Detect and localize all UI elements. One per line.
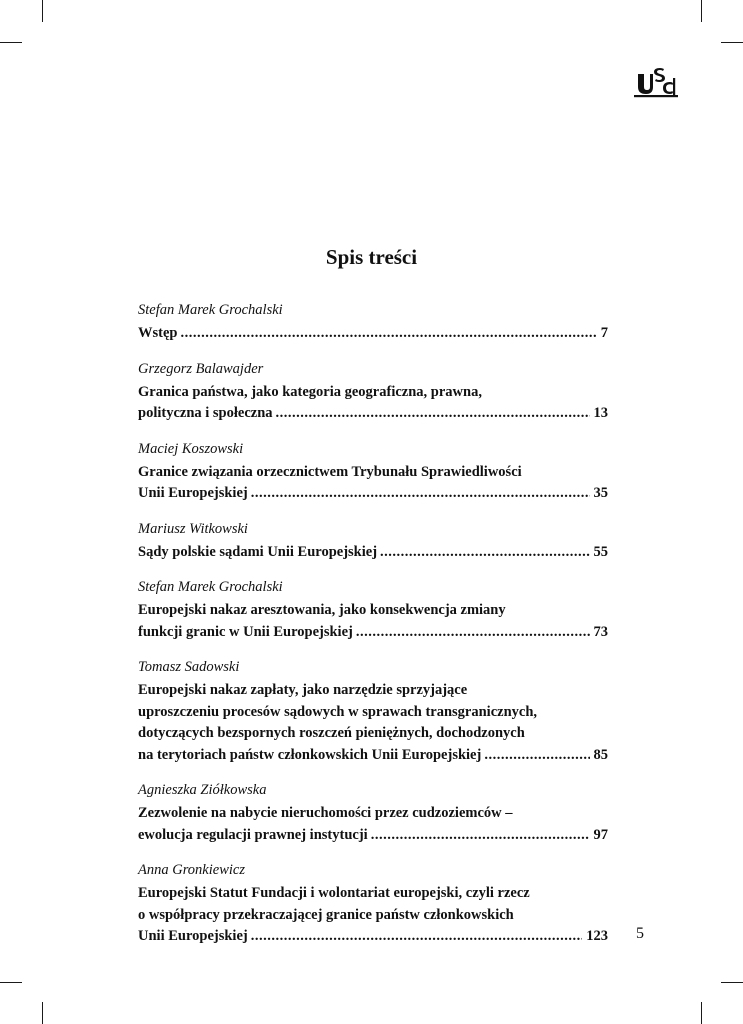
page-title: Spis treści bbox=[325, 245, 418, 269]
toc-title-last-line bbox=[138, 825, 608, 847]
toc-author: Stefan Marek Grochalski bbox=[138, 579, 283, 595]
dot-leader bbox=[380, 542, 589, 564]
toc-author: Mariusz Witkowski bbox=[138, 520, 248, 537]
toc-title-text: Unii Europejskiej bbox=[138, 928, 248, 944]
toc-title-line: Zezwolenie na nabycie nieruchomości przez cudzoziemców – bbox=[138, 805, 513, 821]
toc-title-line: Granice związania orzecznictwem Trybunału Sprawiedliwości bbox=[138, 463, 522, 480]
toc-title-last-line bbox=[138, 323, 608, 345]
toc-author: Maciej Koszowski bbox=[138, 440, 244, 457]
toc-title-last-line bbox=[138, 542, 608, 564]
toc-entry bbox=[138, 518, 608, 564]
toc-author: Agnieszka Ziółkowska bbox=[138, 782, 267, 798]
toc-page-number: 55 bbox=[593, 543, 608, 560]
dot-leader bbox=[356, 622, 590, 644]
toc-author: Anna Gronkiewicz bbox=[138, 862, 245, 878]
toc-title-text: polityczna i społeczna bbox=[138, 405, 273, 421]
toc-title-line: Granica państwa, jako kategoria geograficzna, prawna, bbox=[138, 383, 482, 400]
toc-title-last-line bbox=[138, 926, 608, 948]
crop-mark bbox=[701, 0, 702, 22]
toc-entry bbox=[138, 438, 608, 505]
toc-title-text: Wstęp bbox=[138, 325, 178, 341]
toc-page-number: 13 bbox=[593, 405, 608, 421]
toc-title-text: funkcji granic w Unii Europejskiej bbox=[138, 623, 353, 640]
toc-title-text: Unii Europejskiej bbox=[138, 485, 248, 501]
dot-leader bbox=[180, 323, 596, 345]
toc-title-line: Europejski nakaz zapłaty, jako narzędzie sprzyjające bbox=[138, 682, 468, 698]
toc-title-text: Sądy polskie sądami Unii Europejskiej bbox=[138, 543, 378, 560]
crop-mark bbox=[0, 982, 22, 983]
toc-entry bbox=[138, 779, 608, 846]
toc-title-line: dotyczących bezspornych roszczeń pieniężnych, dochodzonych bbox=[138, 725, 525, 741]
toc-title-line: Europejski Statut Fundacji i wolontariat europejski, czyli rzecz bbox=[138, 885, 530, 901]
toc-entry bbox=[138, 358, 608, 425]
toc-author: Tomasz Sadowski bbox=[138, 659, 240, 675]
toc-title-last-line bbox=[138, 622, 608, 644]
toc-author: Stefan Marek Grochalski bbox=[138, 302, 283, 318]
toc-page-number: 85 bbox=[593, 746, 608, 763]
toc-entry bbox=[138, 576, 608, 643]
toc-author: Grzegorz Balawajder bbox=[138, 360, 264, 377]
crop-mark bbox=[42, 0, 43, 22]
toc-page-number: 7 bbox=[600, 325, 608, 341]
page-number: 5 bbox=[636, 925, 644, 942]
toc-title-last-line bbox=[138, 403, 608, 425]
toc-entry bbox=[138, 299, 608, 345]
crop-mark bbox=[701, 1002, 702, 1024]
usc-logo bbox=[634, 66, 678, 98]
toc-title-line: o współpracy przekraczającej granice państw członkowskich bbox=[138, 906, 514, 923]
dot-leader bbox=[251, 926, 583, 948]
toc-page-number: 123 bbox=[586, 928, 608, 944]
toc-title-text: ewolucja regulacji prawnej instytucji bbox=[138, 826, 368, 843]
toc-page-number: 35 bbox=[593, 485, 608, 501]
crop-mark bbox=[721, 982, 743, 983]
crop-mark bbox=[0, 42, 22, 43]
dot-leader bbox=[371, 825, 590, 847]
dot-leader bbox=[276, 403, 590, 425]
toc-entry bbox=[138, 656, 608, 766]
table-of-contents bbox=[138, 299, 608, 961]
toc-title-last-line bbox=[138, 483, 608, 505]
toc-title-text: na terytoriach państw członkowskich Unii Europejskiej bbox=[138, 746, 482, 763]
crop-mark bbox=[42, 1002, 43, 1024]
crop-mark bbox=[721, 42, 743, 43]
usc-logo-icon bbox=[634, 66, 678, 98]
toc-page-number: 73 bbox=[593, 623, 608, 640]
toc-entry bbox=[138, 859, 608, 948]
toc-page-number: 97 bbox=[593, 826, 608, 843]
toc-title-line: Europejski nakaz aresztowania, jako konsekwencja zmiany bbox=[138, 602, 506, 618]
toc-title-last-line bbox=[138, 745, 608, 767]
dot-leader bbox=[251, 483, 590, 505]
dot-leader bbox=[484, 745, 589, 767]
toc-title-line: uproszczeniu procesów sądowych w sprawach transgranicznych, bbox=[138, 703, 538, 720]
